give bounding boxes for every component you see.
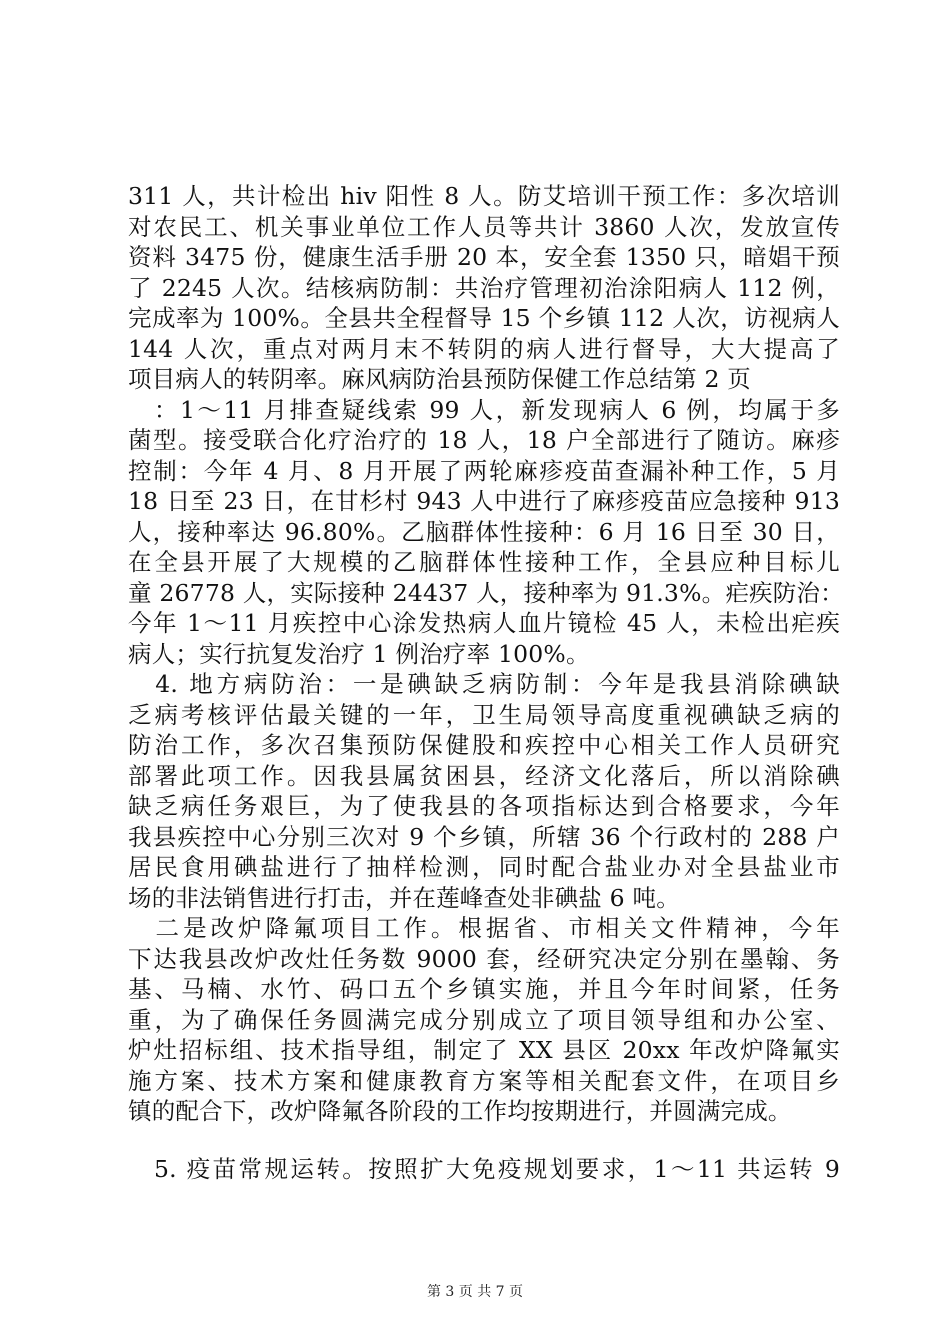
- text-line: 311 人，共计检出 hiv 阳性 8 人。防艾培训干预工作：多次培训: [128, 182, 840, 210]
- text-line: 18 日至 23 日，在甘杉村 943 人中进行了麻疹疫苗应急接种 913: [128, 487, 840, 515]
- text-line: 重，为了确保任务圆满完成分别成立了项目领导组和办公室、: [128, 1005, 840, 1034]
- text-line: 人，接种率达 96.80%。乙脑群体性接种：6 月 16 日至 30 日，: [128, 517, 840, 546]
- text-line: 二是改炉降氟项目工作。根据省、市相关文件精神，今年: [128, 914, 840, 942]
- text-line: 今年 1～11 月疾控中心涂发热病人血片镜检 45 人，未检出疟疾: [128, 609, 840, 637]
- text-line: 了 2245 人次。结核病防制：共治疗管理初治涂阳病人 112 例，: [128, 273, 840, 302]
- text-line: 资料 3475 份，健康生活手册 20 本，安全套 1350 只，暗娼干预: [128, 243, 840, 271]
- text-line: 基、马楠、水竹、码口五个乡镇实施，并且今年时间紧，任务: [128, 975, 840, 1003]
- text-line: 乏病考核评估最关键的一年，卫生局领导高度重视碘缺乏病的: [128, 700, 840, 729]
- text-line: 我县疾控中心分别三次对 9 个乡镇，所辖 36 个行政村的 288 户: [128, 822, 840, 851]
- text-line: 144 人次，重点对两月末不转阴的病人进行督导，大大提高了: [128, 334, 840, 363]
- text-line: 5. 疫苗常规运转。按照扩大免疫规划要求，1～11 共运转 9: [128, 1154, 840, 1183]
- text-line: 菌型。接受联合化疗治疗的 18 人，18 户全部进行了随访。麻疹: [128, 426, 840, 454]
- text-line: 施方案、技术方案和健康教育方案等相关配套文件，在项目乡: [128, 1066, 840, 1095]
- text-line: 对农民工、机关事业单位工作人员等共计 3860 人次，发放宣传: [128, 212, 840, 241]
- text-line: 控制：今年 4 月、8 月开展了两轮麻疹疫苗查漏补种工作，5 月: [128, 456, 840, 485]
- text-line: 下达我县改炉改灶任务数 9000 套，经研究决定分别在墨翰、务: [128, 944, 840, 973]
- text-line: 病人；实行抗复发治疗 1 例治疗率 100%。: [128, 639, 590, 668]
- text-line: 镇的配合下，改炉降氟各阶段的工作均按期进行，并圆满完成。: [128, 1097, 792, 1125]
- text-line: 防治工作，多次召集预防保健股和疾控中心相关工作人员研究: [128, 731, 840, 759]
- page-footer: 第 3 页 共 7 页: [426, 1284, 524, 1300]
- paragraph-gap: [128, 1127, 840, 1154]
- text-line: ：1～11 月排查疑线索 99 人，新发现病人 6 例，均属于多: [128, 395, 840, 424]
- text-line: 童 26778 人，实际接种 24437 人，接种率为 91.3%。疟疾防治：: [128, 578, 844, 607]
- text-line: 4. 地方病防治：一是碘缺乏病防制：今年是我县消除碘缺: [128, 670, 840, 698]
- text-line: 项目病人的转阴率。麻风病防治县预防保健工作总结第 2 页: [128, 365, 751, 393]
- text-line: 居民食用碘盐进行了抽样检测，同时配合盐业办对全县盐业市: [128, 853, 840, 881]
- text-line: 炉灶招标组、技术指导组，制定了 XX 县区 20xx 年改炉降氟实: [128, 1036, 840, 1064]
- text-line: 缺乏病任务艰巨，为了使我县的各项指标达到合格要求，今年: [128, 792, 840, 820]
- text-line: 完成率为 100%。全县共全程督导 15 个乡镇 112 人次，访视病人: [128, 304, 840, 332]
- text-line: 部署此项工作。因我县属贫困县，经济文化落后，所以消除碘: [128, 761, 840, 790]
- document-body: [128, 181, 844, 1184]
- text-line: 在全县开展了大规模的乙脑群体性接种工作，全县应种目标儿: [128, 548, 840, 576]
- text-line: 场的非法销售进行打击，并在莲峰查处非碘盐 6 吨。: [128, 883, 680, 912]
